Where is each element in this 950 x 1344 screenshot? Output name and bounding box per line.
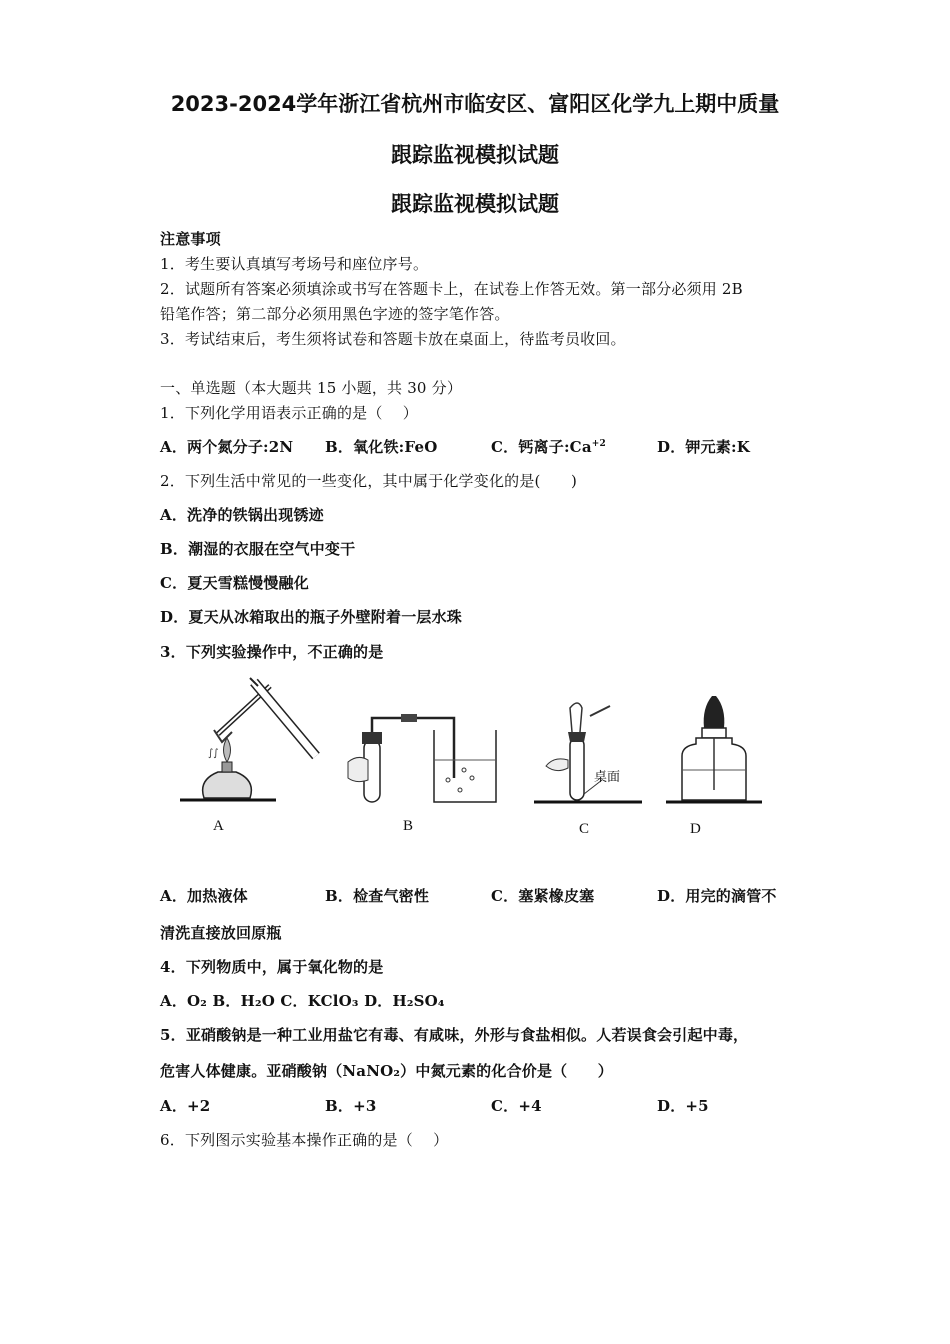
figure-label-a: A [213, 818, 224, 834]
question-1-option-b: B．氧化铁:FeO [325, 438, 438, 456]
notice-item-3: 3．考试结束后，考生须将试卷和答题卡放在桌面上，待监考员收回。 [160, 330, 626, 348]
figure-a-heating-liquid [178, 672, 328, 807]
question-6-stem: 6．下列图示实验基本操作正确的是（ ） [160, 1131, 449, 1149]
question-2-option-c: C．夏天雪糕慢慢融化 [160, 574, 309, 592]
question-4-options: A．O₂ B．H₂O C．KClO₃ D．H₂SO₄ [160, 992, 445, 1010]
figure-c-stopper-on-desk [534, 694, 644, 806]
question-4-stem: 4．下列物质中，属于氧化物的是 [160, 958, 384, 976]
question-5-option-d: D．+5 [657, 1097, 709, 1115]
svg-text:∫∫: ∫∫ [208, 748, 219, 759]
question-3-option-b: B．检查气密性 [325, 887, 430, 905]
question-3-option-c: C．塞紧橡皮塞 [491, 887, 595, 905]
page-title: 2023-2024学年浙江省杭州市临安区、富阳区化学九上期中质量 [170, 92, 780, 116]
question-3-stem: 3．下列实验操作中，不正确的是 [160, 643, 384, 661]
page-subtitle: 跟踪监视模拟试题 [391, 143, 559, 167]
question-5-option-c: C．+4 [491, 1097, 542, 1115]
question-5-stem: 5．亚硝酸钠是一种工业用盐它有毒、有咸味，外形与食盐相似。人若误食会引起中毒， [160, 1026, 749, 1044]
question-2-option-a: A．洗净的铁锅出现锈迹 [160, 506, 324, 524]
figure-c-desk-label: 桌面 [594, 770, 621, 785]
section-heading: 一、单选题（本大题共 15 小题，共 30 分） [160, 379, 463, 397]
question-1-option-c: C．钙离子$:Ca^{+2}$ [491, 438, 606, 456]
question-3-option-d-cont: 清洗直接放回原瓶 [160, 924, 282, 942]
question-5-stem-cont: 危害人体健康。亚硝酸钠（NaNO₂）中氮元素的化合价是（ ） [160, 1062, 613, 1080]
notice-item-2: 2．试题所有答案必须填涂或书写在答题卡上，在试卷上作答无效。第一部分必须用 2B [160, 280, 743, 298]
question-2-option-d: D．夏天从冰箱取出的瓶子外壁附着一层水珠 [160, 608, 463, 626]
question-2-stem: 2．下列生活中常见的一些变化，其中属于化学变化的是( ) [160, 472, 578, 490]
question-1-option-d: D．钾元素:K [657, 438, 750, 456]
charge-superscript: +2 [591, 439, 606, 449]
question-5-option-b: B．+3 [325, 1097, 377, 1115]
figure-label-d: D [690, 821, 701, 837]
figure-label-b: B [403, 818, 414, 834]
question-2-option-b: B．潮湿的衣服在空气中变干 [160, 540, 356, 558]
question-3-option-a: A．加热液体 [160, 887, 248, 905]
question-5-option-a: A．+2 [160, 1097, 211, 1115]
figure-label-c: C [579, 821, 590, 837]
question-3-option-d: D．用完的滴管不 [657, 887, 777, 905]
figure-d-dropper-bottle [666, 694, 764, 806]
page-subtitle-repeat: 跟踪监视模拟试题 [391, 192, 559, 216]
figure-b-airtightness-check [346, 700, 508, 810]
notice-item-1: 1．考生要认真填写考场号和座位序号。 [160, 255, 429, 273]
question-1-stem: 1．下列化学用语表示正确的是（ ） [160, 404, 418, 422]
notice-heading: 注意事项 [160, 230, 221, 248]
question-1-option-a: A．两个氮分子:2N [160, 438, 294, 456]
notice-item-2-cont: 铅笔作答；第二部分必须用黑色字迹的签字笔作答。 [160, 305, 510, 323]
